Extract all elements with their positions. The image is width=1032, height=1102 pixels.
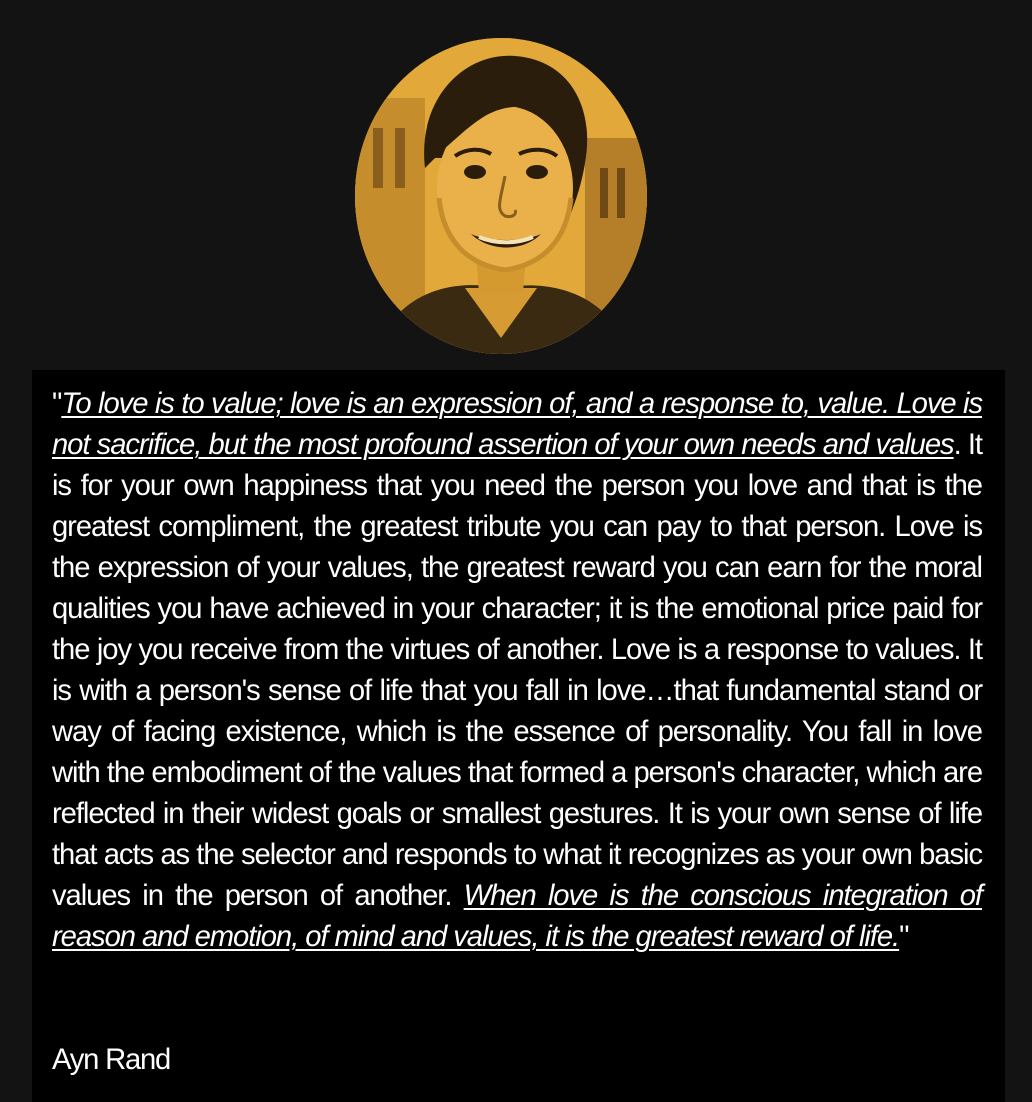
author-portrait [355, 38, 647, 354]
quote-text [52, 384, 982, 958]
close-quote-mark: " [899, 921, 909, 953]
quote-card [32, 370, 1005, 1102]
quote-emphasis-opening: To love is to value; love is an expression of, and a response to, value. Love is not sacrifice, but the most profound assertion of your own needs and values [52, 388, 982, 461]
portrait-illustration [355, 38, 647, 354]
open-quote-mark: " [52, 388, 62, 420]
quote-emphasis-closing: When love is the conscious integration of reason and emotion, of mind and values, it is the greatest reward of life. [52, 880, 982, 953]
author-name: Ayn Rand [52, 1044, 171, 1076]
quote-body: . It is for your own happiness that you need the person you love and that is the greatest compliment, the greatest tribute you can pay to that person. Love is the expression of your values, the greatest reward you can earn for the moral qualities you have achieved in your character; it is the emotional price paid for the joy you receive from the virtues of another. Love is a response to values. It is with a person's sense of life that you fall in love…that fundamental stand or way of facing existence, which is the essence of personality. You fall in love with the embodiment of the values that formed a person's character, which are reflected in their widest goals or smallest gestures. It is your own sense of life that acts as the selector and responds to what it recognizes as your own basic values in the person of another. [52, 429, 982, 912]
